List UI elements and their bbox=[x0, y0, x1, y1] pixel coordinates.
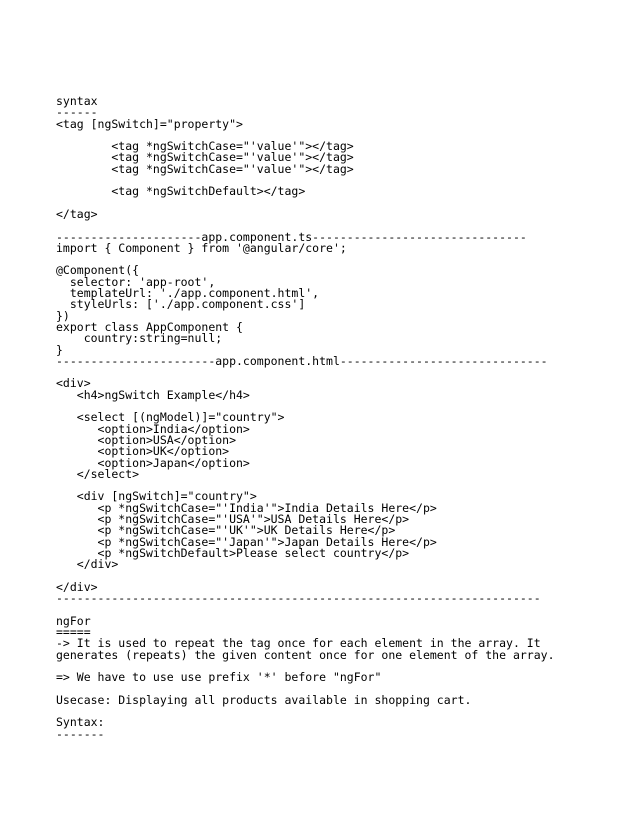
text-line bbox=[56, 604, 616, 615]
text-line: -----------------------app.component.html------------------------------ bbox=[56, 353, 548, 368]
text-line: <option>India</option> bbox=[56, 421, 250, 436]
text-line bbox=[56, 254, 616, 265]
text-line: ===== bbox=[56, 624, 91, 639]
text-line bbox=[56, 367, 616, 378]
text-line: <p *ngSwitchCase="'USA'">USA Details Here</p> bbox=[56, 511, 410, 526]
text-line: <tag [ngSwitch]="property"> bbox=[56, 116, 243, 131]
text-line: <tag *ngSwitchDefault></tag> bbox=[56, 184, 306, 199]
text-line: ------- bbox=[56, 726, 105, 741]
text-line: @Component({ bbox=[56, 263, 140, 278]
text-line: <option>UK</option> bbox=[56, 444, 230, 459]
text-line bbox=[56, 198, 616, 209]
text-line: ---------------------app.component.ts------------------------------- bbox=[56, 229, 527, 244]
text-line: export class AppComponent { bbox=[56, 319, 243, 334]
text-line: -> It is used to repeat the tag once for each element in the array. It bbox=[56, 636, 541, 651]
text-line: <option>USA</option> bbox=[56, 432, 237, 447]
text-line: <div> bbox=[56, 376, 91, 391]
text-line: ------ bbox=[56, 105, 98, 120]
text-line: ngFor bbox=[56, 613, 91, 628]
text-line: <h4>ngSwitch Example</h4> bbox=[56, 387, 250, 402]
text-line: <option>Japan</option> bbox=[56, 455, 250, 470]
text-line: => We have to use use prefix '*' before "ngFor" bbox=[56, 670, 382, 685]
text-line: <tag *ngSwitchCase="'value'"></tag> bbox=[56, 139, 354, 154]
text-line: <tag *ngSwitchCase="'value'"></tag> bbox=[56, 150, 354, 165]
text-line: <p *ngSwitchCase="'India'">India Details Here</p> bbox=[56, 500, 437, 515]
text-line: <p *ngSwitchCase="'UK'">UK Details Here</p> bbox=[56, 523, 396, 538]
text-line: Syntax: bbox=[56, 715, 105, 730]
text-line: <tag *ngSwitchCase="'value'"></tag> bbox=[56, 161, 354, 176]
text-line: styleUrls: ['./app.component.css'] bbox=[56, 297, 306, 312]
text-line: </tag> bbox=[56, 206, 98, 221]
text-line: <select [(ngModel)]="country"> bbox=[56, 410, 285, 425]
document-text-block bbox=[56, 96, 616, 740]
text-line: } bbox=[56, 342, 63, 357]
text-line: selector: 'app-root', bbox=[56, 274, 216, 289]
text-line bbox=[56, 706, 616, 717]
text-line: <p *ngSwitchCase="'Japan'">Japan Details Here</p> bbox=[56, 534, 437, 549]
text-line bbox=[56, 570, 616, 581]
text-line: </select> bbox=[56, 466, 140, 481]
text-line: <div [ngSwitch]="country"> bbox=[56, 489, 257, 504]
text-line: <p *ngSwitchDefault>Please select country</p> bbox=[56, 545, 410, 560]
text-line: </div> bbox=[56, 579, 98, 594]
text-line: templateUrl: './app.component.html', bbox=[56, 286, 320, 301]
text-line: ---------------------------------------------------------------------- bbox=[56, 591, 541, 606]
text-line: }) bbox=[56, 308, 70, 323]
text-line: </div> bbox=[56, 557, 119, 572]
text-line: Usecase: Displaying all products available in shopping cart. bbox=[56, 692, 472, 707]
text-line: generates (repeats) the given content once for one element of the array. bbox=[56, 647, 555, 662]
text-line: syntax bbox=[56, 94, 98, 108]
text-line: import { Component } from '@angular/core'; bbox=[56, 240, 347, 255]
text-line: country:string=null; bbox=[56, 331, 223, 346]
